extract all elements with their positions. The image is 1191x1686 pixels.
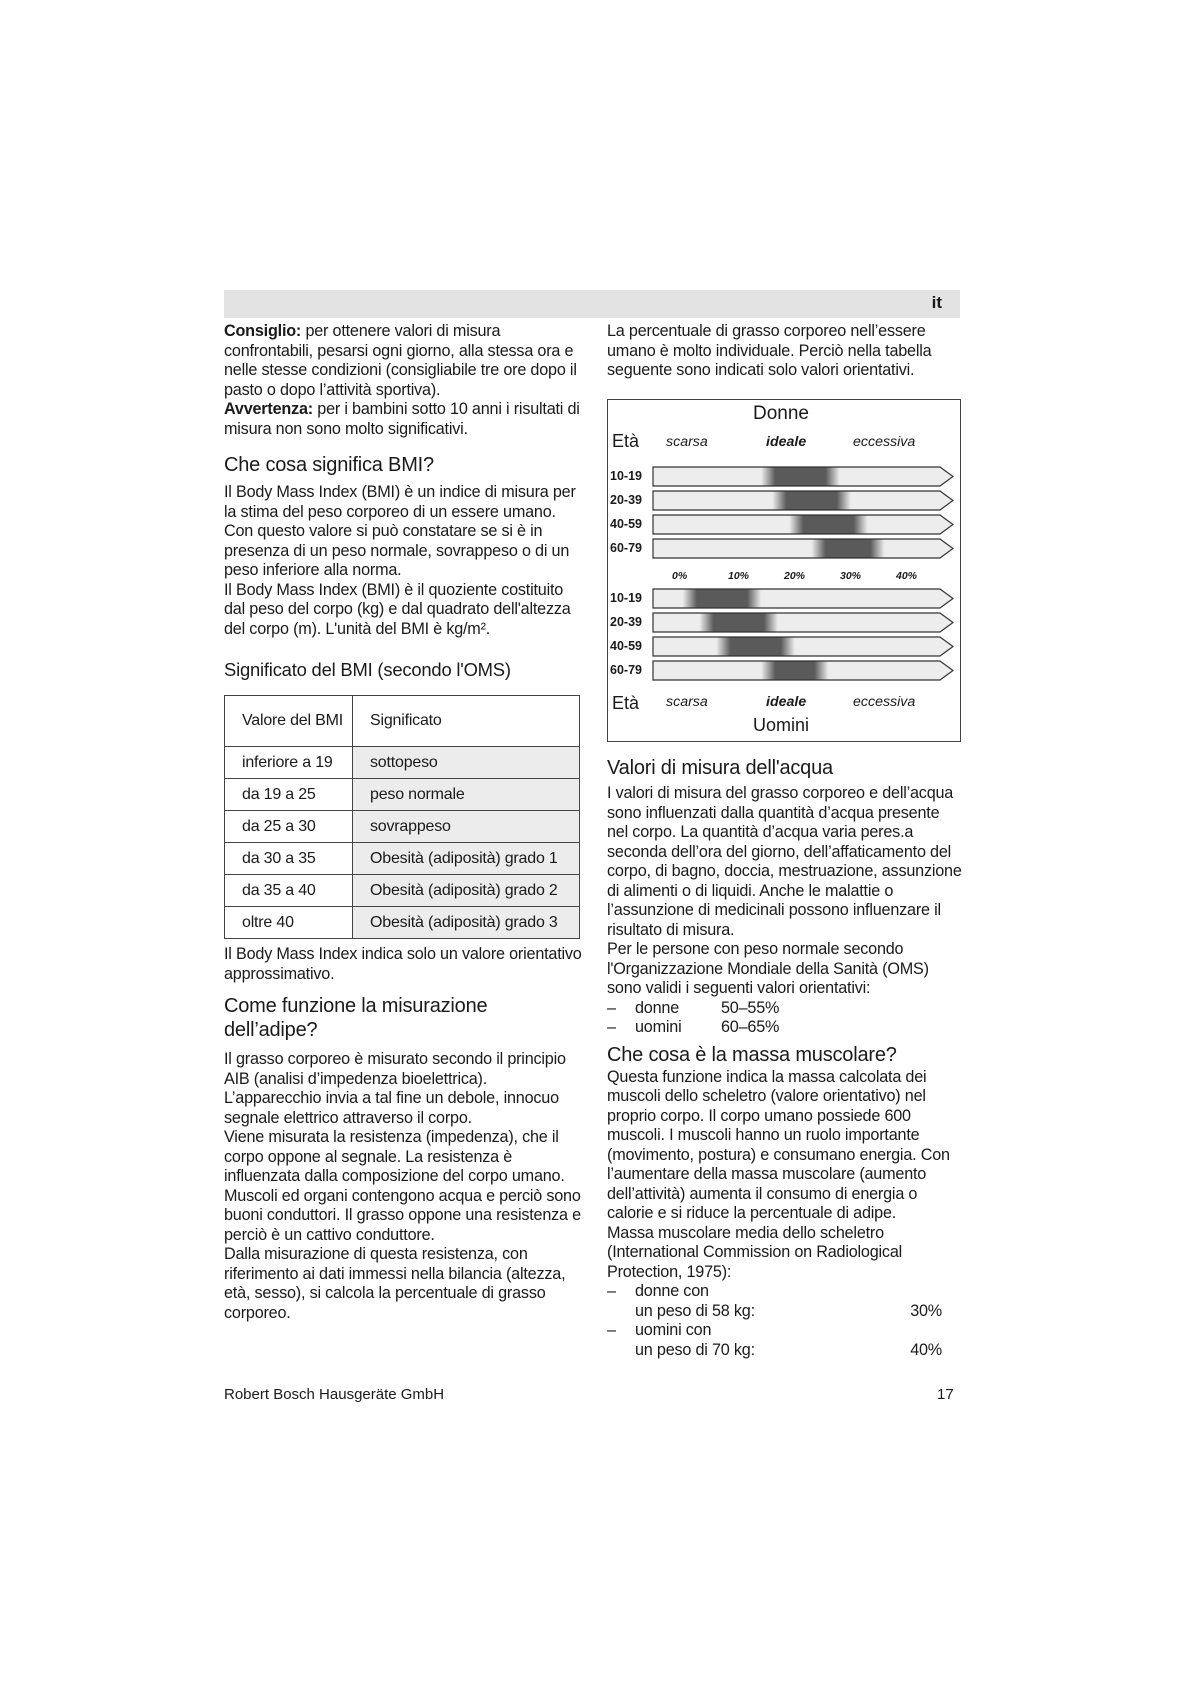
chart-title-men: Uomini <box>753 715 810 735</box>
list-item <box>607 1282 962 1321</box>
fat-range-bar <box>652 612 954 633</box>
muscle-paragraph-2: Massa muscolare media dello scheletro (International Commission on Radiological Protection, 1975): <box>607 1223 903 1281</box>
bmi-paragraph-1: Il Body Mass Index (BMI) è un indice di misura per la stima del peso corporeo di un essere umano. Con questo valore si può constatare se si è in presenza di un peso normale, sovrappeso o di un peso inferiore alla norma. <box>224 483 576 579</box>
zone-ideal-bottom: ideale <box>766 694 807 710</box>
left-column <box>224 322 586 1323</box>
table-cell-value: oltre 40 <box>225 907 353 939</box>
zone-low-top: scarsa <box>666 434 708 450</box>
footer-page-number: 17 <box>937 1386 954 1403</box>
age-label-bottom: Età <box>612 693 640 713</box>
table-cell-value: inferiore a 19 <box>225 747 353 779</box>
water-values-list <box>607 999 962 1038</box>
heading-water: Valori di misura dell'acqua <box>607 757 833 779</box>
x-tick-label: 30% <box>840 570 862 582</box>
header-band <box>224 290 960 318</box>
adipe-paragraph-2: L’apparecchio invia a tal fine un debole, innocuo segnale elettrico attraverso il corpo. <box>224 1089 559 1127</box>
age-row-label: 10-19 <box>610 591 642 605</box>
water-value-women: 50–55% <box>721 998 780 1017</box>
muscle-paragraph-1: Questa funzione indica la massa calcolata dei muscoli dello scheletro (valore orientativo) nel proprio corpo. Il corpo umano possiede 600 muscoli. I muscoli hanno un ruolo importante (movimento, postura) e consumano energia. Con l’aumentare della massa muscolare (aumento dell’attività) aumenta il consumo di energia o calorie e si riduce la percentuale di adipe. <box>607 1067 950 1222</box>
list-item <box>607 1018 962 1038</box>
body-fat-chart <box>607 399 961 742</box>
fat-range-bar <box>652 588 954 609</box>
right-column-bottom <box>607 756 962 1360</box>
age-row-label: 40-59 <box>610 517 642 531</box>
age-row-label: 10-19 <box>610 469 642 483</box>
chart-title-women: Donne <box>753 403 809 424</box>
x-tick-label: 0% <box>672 570 688 582</box>
heading-bmi-oms: Significato del BMI (secondo l'OMS) <box>224 659 511 680</box>
fat-range-bar <box>652 490 954 511</box>
zone-low-bottom: scarsa <box>666 694 708 710</box>
zone-ideal-top: ideale <box>766 434 807 450</box>
table-cell-meaning: Obesità (adiposità) grado 1 <box>353 843 580 875</box>
table-row <box>225 811 580 843</box>
water-paragraph-1: I valori di misura del grasso corporeo e dell’acqua sono influenzati dalla quantità d’acqua presente nel corpo. La quantità d’acqua varia peres.a seconda dell’ora del giorno, dell’affaticamento del corpo, di bagno, doccia, mestruazione, assunzione di alimenti o di liquidi. Anche le malattie o l’assunzione di medicinali possono influenzare il risultato di misura. <box>607 784 962 939</box>
table-header-meaning: Significato <box>353 696 580 747</box>
age-row-label: 20-39 <box>610 615 642 629</box>
x-tick-label: 20% <box>784 570 806 582</box>
x-tick-label: 10% <box>728 570 750 582</box>
fat-intro: La percentuale di grasso corporeo nell’essere umano è molto individuale. Perciò nella tabella seguente sono indicati solo valori orientativi. <box>607 322 932 379</box>
tip-label: Consiglio: <box>224 322 302 340</box>
language-code: it <box>931 293 942 312</box>
heading-bmi: Che cosa significa BMI? <box>224 454 434 476</box>
tip-paragraph <box>224 322 586 400</box>
bmi-table <box>224 695 580 939</box>
table-cell-meaning: Obesità (adiposità) grado 3 <box>353 907 580 939</box>
water-paragraph-2: Per le persone con peso normale secondo l'Organizzazione Mondiale della Sanità (OMS) sono validi i seguenti valori orientativi: <box>607 940 929 997</box>
heading-muscle: Che cosa è la massa muscolare? <box>607 1043 897 1066</box>
muscle-weight-men: un peso di 70 kg: <box>635 1340 755 1359</box>
table-cell-meaning: Obesità (adiposità) grado 2 <box>353 875 580 907</box>
adipe-paragraph-1: Il grasso corporeo è misurato secondo il principio AIB (analisi d’impedenza bioelettrica). <box>224 1050 566 1088</box>
muscle-value-women: 30% <box>910 1301 942 1320</box>
water-label-men: uomini <box>635 1018 682 1036</box>
age-row-label: 60-79 <box>610 663 642 677</box>
muscle-values-list <box>607 1282 962 1360</box>
age-label-top: Età <box>612 431 640 451</box>
table-header-value: Valore del BMI <box>225 696 353 747</box>
table-cell-value: da 25 a 30 <box>225 811 353 843</box>
x-tick-label: 40% <box>896 570 918 582</box>
fat-range-bar <box>652 660 954 681</box>
zone-high-top: eccessiva <box>853 434 916 450</box>
adipe-paragraph-3: Viene misurata la resistenza (impedenza), che il corpo oppone al segnale. La resistenza è influenzata dalla composizione del corpo umano. <box>224 1128 565 1185</box>
right-column-top <box>607 322 962 381</box>
water-label-women: donne <box>635 998 680 1017</box>
fat-range-bar <box>652 466 954 487</box>
footer-company: Robert Bosch Hausgeräte GmbH <box>224 1386 445 1403</box>
list-item <box>607 1321 962 1360</box>
table-row <box>225 779 580 811</box>
warning-paragraph <box>224 400 586 439</box>
muscle-weight-women: un peso di 58 kg: <box>635 1301 755 1320</box>
muscle-label-women: donne con <box>635 1282 709 1300</box>
bmi-paragraph-2: Il Body Mass Index (BMI) è il quoziente costituito dal peso del corpo (kg) e dal quadrato dell'altezza del corpo (m). L'unità del BMI è kg/m². <box>224 580 571 638</box>
table-row <box>225 843 580 875</box>
table-row <box>225 747 580 779</box>
table-cell-value: da 19 a 25 <box>225 779 353 811</box>
table-header-row <box>225 696 580 747</box>
adipe-paragraph-5: Dalla misurazione di questa resistenza, con riferimento ai dati immessi nella bilancia (altezza, età, sesso), si calcola la percentuale di grasso corporeo. <box>224 1245 566 1322</box>
muscle-value-men: 40% <box>910 1340 942 1359</box>
bmi-note: Il Body Mass Index indica solo un valore orientativo approssimativo. <box>224 945 582 983</box>
fat-range-bar <box>652 538 954 559</box>
age-row-label: 20-39 <box>610 493 642 507</box>
table-cell-meaning: peso normale <box>353 779 580 811</box>
fat-range-bar <box>652 636 954 657</box>
table-cell-value: da 30 a 35 <box>225 843 353 875</box>
adipe-paragraph-4: Muscoli ed organi contengono acqua e perciò sono buoni conduttori. Il grasso oppone una resistenza e perciò è un cattivo conduttore. <box>224 1186 581 1244</box>
zone-high-bottom: eccessiva <box>853 694 916 710</box>
list-item <box>607 999 962 1019</box>
fat-range-bar <box>652 514 954 535</box>
table-cell-value: da 35 a 40 <box>225 875 353 907</box>
warning-text: per i bambini sotto 10 anni i risultati di misura non sono molto significativi. <box>224 400 580 438</box>
water-value-men: 60–65% <box>721 1018 780 1036</box>
table-row <box>225 907 580 939</box>
warning-label: Avvertenza: <box>224 400 313 418</box>
table-cell-meaning: sottopeso <box>353 747 580 779</box>
tip-text: per ottenere valori di misura confrontabili, pesarsi ogni giorno, alla stessa ora e nelle stesse condizioni (consigliabile tre ore dopo il pasto o dopo l’attività sportiva). <box>224 322 577 399</box>
age-row-label: 40-59 <box>610 639 642 653</box>
age-row-label: 60-79 <box>610 541 642 555</box>
heading-adipe: Come funzione la misurazione dell’adipe? <box>224 995 488 1041</box>
muscle-label-men: uomini con <box>635 1321 712 1339</box>
table-cell-meaning: sovrappeso <box>353 811 580 843</box>
table-row <box>225 875 580 907</box>
